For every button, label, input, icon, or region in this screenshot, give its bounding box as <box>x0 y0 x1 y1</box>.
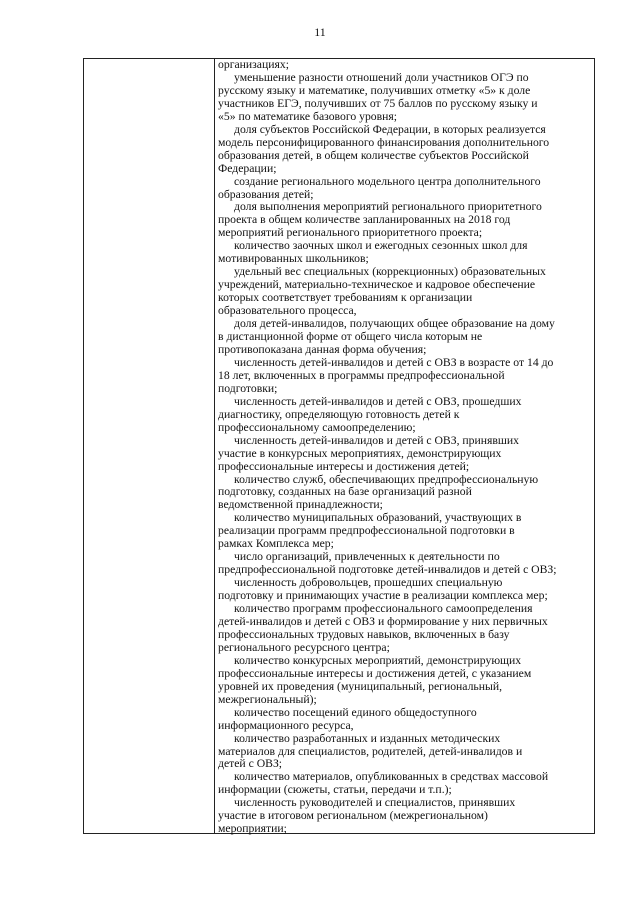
text-line: профессиональных трудовых навыков, включенных в базу <box>218 627 510 641</box>
text-line: подготовку, созданных на базе организаций разной <box>218 485 472 499</box>
text-line: профессиональному самоопределению; <box>218 420 416 434</box>
text-line: проекта в общем количестве запланированных на 2018 год <box>218 213 511 227</box>
text-line: профессиональные интересы и достижения детей, с указанием <box>218 666 532 680</box>
document-table <box>83 58 595 834</box>
text-line: «5» по математике базового уровня; <box>218 109 398 123</box>
text-line: русскому языку и математике, получивших отметку «5» к доле <box>218 83 531 97</box>
text-line: количество посещений единого общедоступного <box>234 705 477 719</box>
text-line: реализации программ предпрофессиональной подготовки в <box>218 524 515 538</box>
text-line: материалов для специалистов, родителей, детей-инвалидов и <box>218 744 523 758</box>
text-line: численность руководителей и специалистов, принявших <box>234 796 516 810</box>
text-line: количество служб, обеспечивающих предпрофессиональную <box>234 472 539 486</box>
text-line: доля выполнения мероприятий регионального приоритетного <box>234 200 542 214</box>
text-line: образования детей; <box>218 187 314 201</box>
text-line: численность добровольцев, прошедших специальную <box>234 576 503 590</box>
text-line: доля субъектов Российской Федерации, в которых реализуется <box>234 122 546 136</box>
text-line: профессиональные интересы и достижения детей; <box>218 459 470 473</box>
text-line: Федерации; <box>218 161 277 175</box>
text-line: численность детей-инвалидов и детей с ОВЗ в возрасте от 14 до <box>234 355 554 369</box>
text-line: мероприятий регионального приоритетного проекта; <box>218 226 483 240</box>
text-line: уменьшение разности отношений доли участников ОГЭ по <box>234 70 529 84</box>
text-line: информационного ресурса, <box>218 718 354 732</box>
text-line: подготовки; <box>218 381 278 395</box>
text-line: образовательного процесса, <box>218 304 357 318</box>
text-line: мотивированных школьников; <box>218 252 369 266</box>
text-line: рамках Комплекса мер; <box>218 537 334 551</box>
text-line: удельный вес специальных (коррекционных) образовательных <box>234 265 546 279</box>
text-line: модель персонифицированного финансирования дополнительного <box>218 135 550 149</box>
page-number: 11 <box>314 25 326 39</box>
text-line: информации (сюжеты, статьи, передачи и т.п.); <box>218 783 452 797</box>
text-line: детей-инвалидов и детей с ОВЗ и формирование у них первичных <box>218 614 548 628</box>
text-line: участников ЕГЭ, получивших от 75 баллов по русскому языку и <box>218 96 538 110</box>
text-line: количество конкурсных мероприятий, демонстрирующих <box>234 653 522 667</box>
text-line: участие в конкурсных мероприятиях, демонстрирующих <box>218 446 502 460</box>
text-line: учреждений, материально-техническое и кадровое обеспечение <box>218 278 536 292</box>
text-line: доля детей-инвалидов, получающих общее образование на дому <box>234 317 555 331</box>
text-line: численность детей-инвалидов и детей с ОВЗ, прошедших <box>234 394 522 408</box>
text-line: диагностику, определяющую готовность детей к <box>218 407 460 421</box>
column-divider <box>214 59 215 833</box>
text-line: уровней их проведения (муниципальный, региональный, <box>218 679 503 693</box>
text-line: участие в итоговом региональном (межрегиональном) <box>218 809 488 823</box>
text-line: регионального ресурсного центра; <box>218 640 390 654</box>
text-line: подготовку и принимающих участие в реализации комплекса мер; <box>218 589 548 603</box>
text-line: которых соответствует требованиям к организации <box>218 291 473 305</box>
text-line: число организаций, привлеченных к деятельности по <box>234 550 500 564</box>
text-line: численность детей-инвалидов и детей с ОВЗ, принявших <box>234 433 520 447</box>
table-text-cell <box>218 59 592 836</box>
text-line: количество муниципальных образований, участвующих в <box>234 511 522 525</box>
text-line: детей с ОВЗ; <box>218 757 283 771</box>
text-line: мероприятии; <box>218 822 287 836</box>
text-line: количество заочных школ и ежегодных сезонных школ для <box>234 239 528 253</box>
text-line: межрегиональный); <box>218 692 317 706</box>
text-line: предпрофессиональной подготовке детей-инвалидов и детей с ОВЗ; <box>218 563 557 577</box>
text-line: ведомственной принадлежности; <box>218 498 383 512</box>
text-line: количество разработанных и изданных методических <box>234 731 501 745</box>
text-line: количество материалов, опубликованных в средствах массовой <box>234 770 549 784</box>
text-line: количество программ профессионального самоопределения <box>234 602 533 616</box>
text-line: образования детей, в общем количестве субъектов Российской <box>218 148 529 162</box>
text-line: противопоказана данная форма обучения; <box>218 342 427 356</box>
text-line: 18 лет, включенных в программы предпрофессиональной <box>218 368 505 382</box>
text-line: организациях; <box>218 58 289 71</box>
text-line: в дистанционной форме от общего числа которым не <box>218 330 483 344</box>
text-line: создание регионального модельного центра дополнительного <box>234 174 541 188</box>
